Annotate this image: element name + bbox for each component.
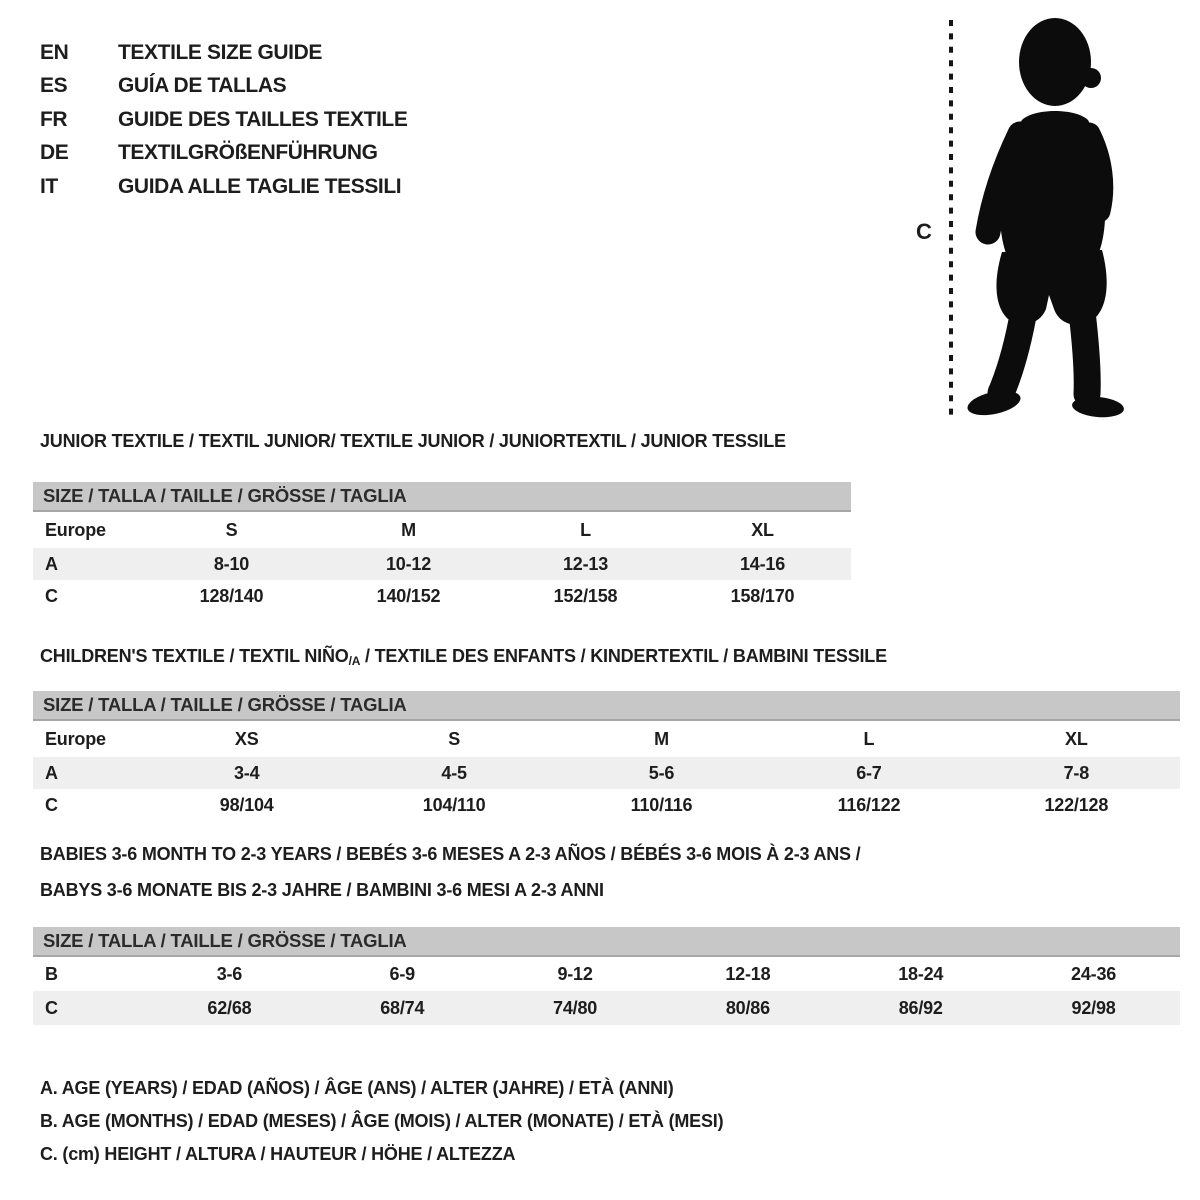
junior-section-title: JUNIOR TEXTILE / TEXTIL JUNIOR/ TEXTILE JUNIOR / JUNIORTEXTIL / JUNIOR TESSILE	[40, 431, 786, 451]
table-cell: XL	[751, 519, 774, 540]
language-heading-list	[40, 36, 407, 204]
table-row	[33, 512, 851, 548]
table-cell: 6-7	[856, 762, 882, 783]
babies-section-title-line1: BABIES 3-6 MONTH TO 2-3 YEARS / BEBÉS 3-6 MESES A 2-3 AÑOS / BÉBÉS 3-6 MOIS À 2-3 ANS /	[40, 844, 861, 864]
table-row	[33, 721, 1180, 757]
baby-right-leg	[1082, 312, 1087, 394]
row-label: A	[45, 553, 58, 574]
language-row-en	[40, 36, 407, 70]
table-cell: 4-5	[441, 762, 467, 783]
table-cell: 14-16	[739, 553, 786, 574]
language-title: GUIDA ALLE TAGLIE TESSILI	[118, 174, 402, 198]
table-cell: 86/92	[898, 997, 943, 1018]
row-label: C	[45, 794, 58, 815]
measurement-legend	[40, 1072, 723, 1171]
table-row	[33, 789, 1180, 821]
row-label: Europe	[45, 728, 106, 749]
table-cell: 158/170	[730, 585, 795, 606]
table-cell: 3-6	[216, 963, 243, 984]
babies-section-title-line2: BABYS 3-6 MONATE BIS 2-3 JAHRE / BAMBINI 3-6 MESI A 2-3 ANNI	[40, 880, 604, 900]
language-title: TEXTILGRÖßENFÜHRUNG	[118, 141, 378, 165]
table-cell: 152/158	[553, 585, 618, 606]
children-title-subscript: /A	[348, 654, 361, 668]
table-row	[33, 757, 1180, 789]
table-cell: 74/80	[553, 997, 598, 1018]
baby-right-arm	[1089, 134, 1102, 211]
legend-line-c: C. (cm) HEIGHT / ALTURA / HAUTEUR / HÖHE / ALTEZZA	[40, 1144, 516, 1164]
table-cell: XS	[234, 728, 259, 749]
table-cell: 12-18	[725, 963, 771, 984]
children-table-rows	[33, 721, 1180, 821]
baby-head	[1019, 18, 1091, 106]
children-section-title	[40, 646, 887, 667]
row-label: B	[45, 963, 58, 984]
language-row-de	[40, 137, 407, 171]
language-title: GUIDE DES TAILLES TEXTILE	[118, 107, 408, 131]
table-cell: L	[863, 728, 875, 749]
size-table-header-bar: SIZE / TALLA / TAILLE / GRÖSSE / TAGLIA	[33, 691, 1180, 721]
table-cell: 110/116	[630, 794, 693, 815]
table-cell: 3-4	[233, 762, 260, 783]
babies-size-table	[33, 927, 1180, 1025]
baby-left-leg	[1001, 310, 1024, 393]
table-row	[33, 580, 851, 612]
language-code: EN	[40, 40, 69, 64]
table-row	[33, 957, 1180, 991]
table-cell: 7-8	[1063, 762, 1090, 783]
table-cell: 128/140	[199, 585, 264, 606]
table-cell: 140/152	[376, 585, 441, 606]
row-label: Europe	[45, 519, 106, 540]
table-cell: XL	[1065, 728, 1088, 749]
size-table-header-bar: SIZE / TALLA / TAILLE / GRÖSSE / TAGLIA	[33, 482, 851, 512]
table-cell: 80/86	[725, 997, 770, 1018]
legend-line-b: B. AGE (MONTHS) / EDAD (MESES) / ÂGE (MOIS) / ALTER (MONATE) / ETÀ (MESI)	[40, 1111, 724, 1131]
table-cell: 24-36	[1071, 963, 1117, 984]
table-cell: 9-12	[557, 963, 593, 984]
language-code: ES	[40, 74, 68, 98]
children-title-suffix: / TEXTILE DES ENFANTS / KINDERTEXTIL / BAMBINI TESSILE	[360, 646, 887, 666]
language-code: IT	[40, 174, 58, 198]
row-label: C	[45, 585, 58, 606]
table-row	[33, 548, 851, 580]
table-cell: M	[401, 519, 416, 540]
toddler-silhouette-icon	[962, 14, 1138, 418]
junior-table-rows	[33, 512, 851, 612]
table-cell: 104/110	[422, 794, 486, 815]
table-cell: 8-10	[213, 553, 250, 574]
measure-label-c: C	[916, 219, 932, 244]
legend-line-a: A. AGE (YEARS) / EDAD (AÑOS) / ÂGE (ANS) / ALTER (JAHRE) / ETÀ (ANNI)	[40, 1078, 674, 1098]
table-cell: 6-9	[389, 963, 415, 984]
language-code: FR	[40, 107, 68, 131]
table-cell: 18-24	[898, 963, 944, 984]
children-size-table	[33, 691, 1180, 821]
row-label: C	[45, 997, 58, 1018]
baby-ear	[1081, 68, 1101, 88]
table-row	[33, 991, 1180, 1025]
table-cell: 116/122	[837, 794, 901, 815]
language-row-fr	[40, 103, 407, 137]
language-title: TEXTILE SIZE GUIDE	[118, 40, 322, 64]
babies-table-rows	[33, 957, 1180, 1025]
table-cell: 98/104	[219, 794, 274, 815]
children-title-prefix: CHILDREN'S TEXTILE / TEXTIL NIÑO	[40, 646, 349, 666]
table-cell: 10-12	[385, 553, 432, 574]
table-cell: L	[580, 519, 591, 540]
table-cell: 92/98	[1071, 997, 1116, 1018]
table-cell: S	[448, 728, 461, 749]
table-cell: 68/74	[380, 997, 425, 1018]
size-table-header-bar: SIZE / TALLA / TAILLE / GRÖSSE / TAGLIA	[33, 927, 1180, 957]
table-cell: M	[654, 728, 669, 749]
table-cell: 62/68	[207, 997, 252, 1018]
row-label: A	[45, 762, 58, 783]
language-row-it	[40, 170, 407, 204]
language-code: DE	[40, 141, 69, 165]
table-cell: 12-13	[562, 553, 609, 574]
language-title: GUÍA DE TALLAS	[118, 74, 287, 98]
table-cell: 122/128	[1044, 794, 1109, 815]
table-cell: S	[225, 519, 238, 540]
height-measure-dashed-line	[947, 18, 955, 418]
table-cell: 5-6	[648, 762, 675, 783]
language-row-es	[40, 70, 407, 104]
junior-size-table	[33, 482, 851, 612]
